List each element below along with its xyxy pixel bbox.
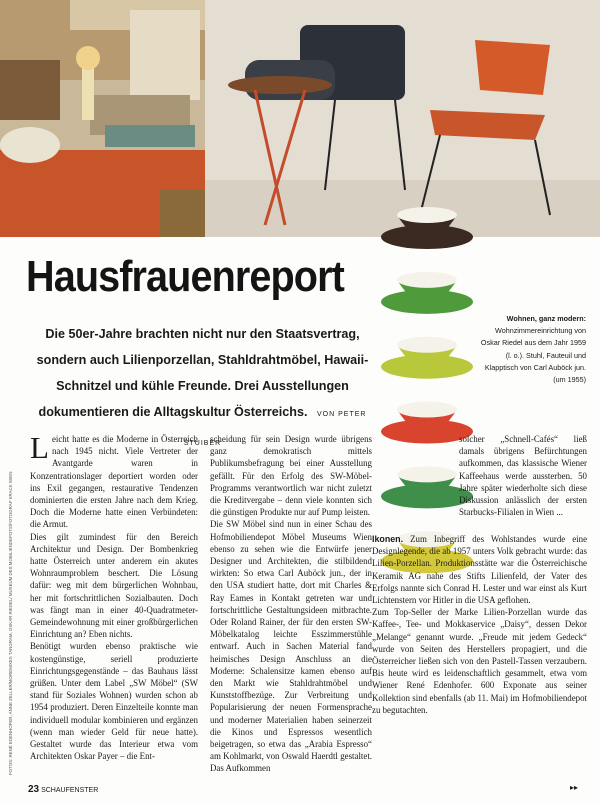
col3-paragraph-2: Zum Top-Seller der Marke Lilien-Porzellan wurde das Kaffee-, Tee- und Mokkaservice „Daisy“, dessen Dekor „Melange“ genannt wurde. „Freude mit jedem Gedeck“ wurde von Seiten des Herstellers propagiert, und die Österreicher ließen sich von den Pastell-Tassen verzaubern. Bis heute wird es leidenschaftlich gesammelt, etwa vom Wiener René Edenhofer. 600 Exponate aus seiner Kollektion sind ebenfalls (ab 11. Mai) im Hofmobiliendepot zu begutachten. [372,607,587,715]
col1-paragraph-1-text: eicht hatte es die Moderne in Österreich nach 1945 nicht. Viele Vertreter der Avantgarde waren in Konzentrationslager deportiert worden oder ins Exil gegangen, restaurative Tendenzen dominierten die ersten Jahre nach dem Krieg. Doch die Moderne hatte einen Verbündeten: die Armut. [30,434,198,530]
col3-paragraph-1-text: Zum Inbegriff des Wohlstandes wurde eine Designlegende, die ab 1957 unters Volk gebracht wurde: das Lilien-Porzellan. Produktionsstätte war die Österreichische Keramik AG nahe des Stifts Lilienfeld, der Vater des Erfolgs nannte sich Conrad H. Lester und war einst als Kurt Lichtenstern vor Hitler in die USA geflohen. [372,534,588,606]
lead-text: Die 50er-Jahre brachten nicht nur den Staatsvertrag, sondern auch Lilienporzellan, Stahldrahtmöbel, Hawaii-Schnitzel und kühle Freunde. Drei Ausstellungen dokumentieren die Alltagskultur Österreichs. [36,327,369,419]
col1-paragraph-3: Benötigt wurden ebenso praktische wie kostengünstige, seriell produzierte Einrichtungsgegenstände – das Bauhaus lässt grüßen. Unter dem Label „SW Möbel“ (SW stand für Soziales Wohnen) wurden schon ab 1954 produziert. Deren Einzelteile konnte man individuell modular kombinieren und ergänzen (wenn man wieder Geld für neue hatte). Gestaltet wurde das Interieur etwa vom Architekten Oskar Payer – die Ent- [30,641,198,762]
author-byline: VON PETER STUIBER [183,411,367,447]
living-room-photo [0,0,205,237]
photo-credit-text: FOTOS: RENÉ EDENHOFER, ANNE ZELLER/MOREMIXES TANGRAM, OSKAR RIEDEL/ MUSEUM DES MOBILIENDEPOTS/FOTOGRAF KRACK WIEN [8,471,13,775]
cup-2 [381,272,473,314]
col2-paragraph-1: scheidung für sein Design wurde übrigens ganz demokratisch mittels Publikumsbefragung bei einer Ausstellung gefällt. Für den Erfolg des SW-Möbel-Programms verantwortlich war nicht zuletzt die Kreditvergabe – denn viele konnten sich die günstigen Produkte nur auf Pump leisten. [210,434,372,518]
continue-arrow-icon: ▸▸ [570,783,579,792]
photo-credit [8,430,18,775]
photo-caption [478,313,586,386]
article-title: Hausfrauenreport [26,252,344,301]
col3-top-paragraph: solcher „Schnell-Cafés“ ließ damals übrigens Befürchtungen aufkommen, das klassische Wiener Kaffeehaus werde aussterben. 50 Jahre später wiederholte sich diese Diskussion anlässlich der ersten Starbucks-Filialen in Wien ... [459,434,587,518]
publication-name: SCHAUFENSTER [41,787,99,794]
col1-paragraph-1 [30,430,198,531]
drop-cap: L [30,430,49,465]
cup-3 [381,337,473,379]
body-column-3-top [459,433,587,518]
col3-paragraph-1 [372,533,587,606]
caption-label: Wohnen, ganz modern: [506,314,586,323]
cup-1 [381,207,473,249]
body-column-2 [210,433,372,775]
col2-paragraph-2: Die SW Möbel sind nun in einer Schau des Hofmobiliendepot Möbel Museums Wien ebenso zu sehen wie die Entwürfe jener Designer und Architekten, die stilbildend wirkten: So etwa Carl Auböck jun., der in den USA studiert hatte, dort mit Charles & Ray Eames in Kontakt getreten war und fortschrittliche Gestaltungsideen mitbrachte. Oder Roland Rainer, der für den ersten SW-Möbelkatalog leichte Esszimmerstühle entwarf. Auch in Sachen Material fand heimisches Design Anschluss an die Moderne: Schalensitze kamen ebenso auf den Markt wie Stahldrahtmöbel und Kunststoffbezüge. Zur Verbreitung und Popularisierung der neuen Formensprache und moderner Materialien haben seinerzeit die Kinos und Espressos wesentlich beigetragen, so etwa das „Arabia Espresso“ am Kohlmarkt, von Oswald Haerdtl gestaltet. Das Aufkommen [210,519,372,774]
body-column-3 [372,533,587,716]
section-keyword: Ikonen. [372,534,404,544]
page-footer [28,784,98,795]
page-number: 23 [28,784,40,795]
col1-paragraph-2: Dies gilt zumindest für den Bereich Architektur und Design. Der Bombenkrieg hatte Österreich unter anderem ein akutes Wohnraumproblem beschert. Die Lösung dafür: weg mit dem bürgerlichen Wohnbau, her mit fortschrittlichen Sozialbauten. Doch was fängt man in einer 40-Quadratmeter-Gemeindewohnung mit einer großbürgerlichen Einrichtung an? Eben nichts. [30,531,198,640]
body-column-1 [30,430,198,762]
caption-text: Wohnzimmereinrichtung von Oskar Riedel aus dem Jahr 1959 (l. o.). Stuhl, Fauteuil und Klapptisch von Carl Auböck jun. (um 1955) [480,326,586,385]
